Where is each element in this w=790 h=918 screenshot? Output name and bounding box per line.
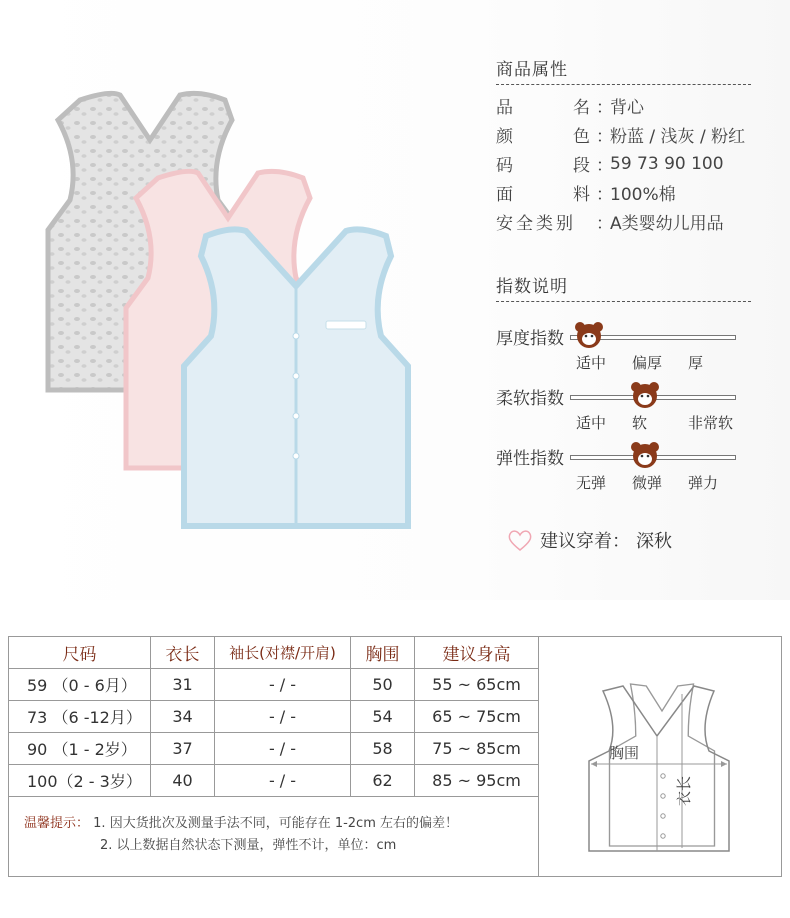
table-cell: - / - [215,733,351,765]
index-indicator [496,384,751,444]
index-tick-label: 软 [632,414,648,432]
attribute-value: 粉蓝 / 浅灰 / 粉红 [610,127,746,147]
index-tick-label: 非常软 [688,414,734,432]
blue-vest-image [176,226,416,536]
measurement-diagram [538,636,782,877]
table-cell: 34 [151,701,215,733]
index-tick-label: 偏厚 [632,354,663,372]
attribute-key: 颜 [496,127,513,147]
index-tick-label: 适中 [576,354,607,372]
attribute-colon: ： [596,127,613,147]
product-attributes [496,55,751,236]
attribute-key: 色 [573,127,590,147]
index-tick-label: 弹力 [688,474,719,492]
vest-outline [539,636,783,877]
table-cell: 31 [151,669,215,701]
index-label: 厚度指数 [496,329,564,349]
attribute-value: A类婴幼儿用品 [610,214,724,234]
table-row [9,701,539,733]
suggested-wear [506,527,672,553]
attribute-key: 料 [573,185,590,205]
table-cell: 90 （1 - 2岁） [9,733,151,765]
attribute-row [496,178,751,207]
index-label: 柔软指数 [496,389,564,409]
table-cell: - / - [215,765,351,797]
attribute-value: 背心 [610,98,644,118]
table-cell: 58 [351,733,415,765]
table-row [9,669,539,701]
attribute-row [496,207,751,236]
table-cell: 100（2 - 3岁） [9,765,151,797]
table-cell: 62 [351,765,415,797]
index-tick-label: 厚 [688,354,704,372]
index-indicator [496,444,751,504]
notes [24,813,458,857]
index-tick-label: 适中 [576,414,607,432]
attribute-key: 码 [496,156,513,176]
attribute-key: 安全类别 [496,214,576,234]
attributes-title: 商品属性 [496,55,751,85]
teddy-bear-icon [630,440,660,470]
teddy-bear-icon [630,380,660,410]
attribute-colon: ： [596,185,613,205]
table-row [9,765,539,797]
table-row [9,733,539,765]
index-tick-label: 微弹 [632,474,663,492]
height-header: 建议身高 [415,637,539,669]
attribute-value: 59 73 90 100 [610,153,724,174]
table-cell: 85 ~ 95cm [415,765,539,797]
table-cell: - / - [215,669,351,701]
table-cell: 75 ~ 85cm [415,733,539,765]
attribute-key: 面 [496,185,513,205]
attribute-key: 名 [573,98,590,118]
suggested-wear-label: 建议穿着： [540,531,630,552]
attribute-row [496,120,751,149]
note-line-2: 2. 以上数据自然状态下测量，弹性不计，单位：cm [100,838,397,853]
heart-icon [506,528,534,552]
attribute-row [496,149,751,178]
chest-label: 胸围 [609,745,640,762]
attribute-colon: ： [596,156,613,176]
sleeve-header: 袖长(对襟/开肩) [215,637,351,669]
index-tick-label: 无弹 [576,474,607,492]
table-cell: 59 （0 - 6月） [9,669,151,701]
chest-header: 胸围 [351,637,415,669]
table-cell: - / - [215,701,351,733]
note-line-1: 1. 因大货批次及测量手法不同，可能存在 1-2cm 左右的偏差！ [93,816,459,831]
index-indicator [496,324,751,384]
table-cell: 55 ~ 65cm [415,669,539,701]
table-cell: 54 [351,701,415,733]
index-title: 指数说明 [496,272,751,302]
table-cell: 37 [151,733,215,765]
length-label: 衣长 [676,775,693,806]
attribute-colon: ： [596,98,613,118]
table-cell: 50 [351,669,415,701]
attribute-value: 100%棉 [610,185,676,205]
attribute-key: 品 [496,98,513,118]
table-cell: 73 （6 -12月） [9,701,151,733]
size-header: 尺码 [9,637,151,669]
attribute-colon: ： [596,214,613,234]
teddy-bear-icon [574,320,604,350]
length-header: 衣长 [151,637,215,669]
suggested-wear-value: 深秋 [636,531,672,552]
attribute-key: 段 [573,156,590,176]
index-label: 弹性指数 [496,449,564,469]
product-photo [40,90,440,540]
notes-title: 温馨提示： [24,816,90,831]
table-cell: 65 ~ 75cm [415,701,539,733]
index-description [496,272,751,504]
table-cell: 40 [151,765,215,797]
attribute-row [496,91,751,120]
size-table [8,636,539,797]
